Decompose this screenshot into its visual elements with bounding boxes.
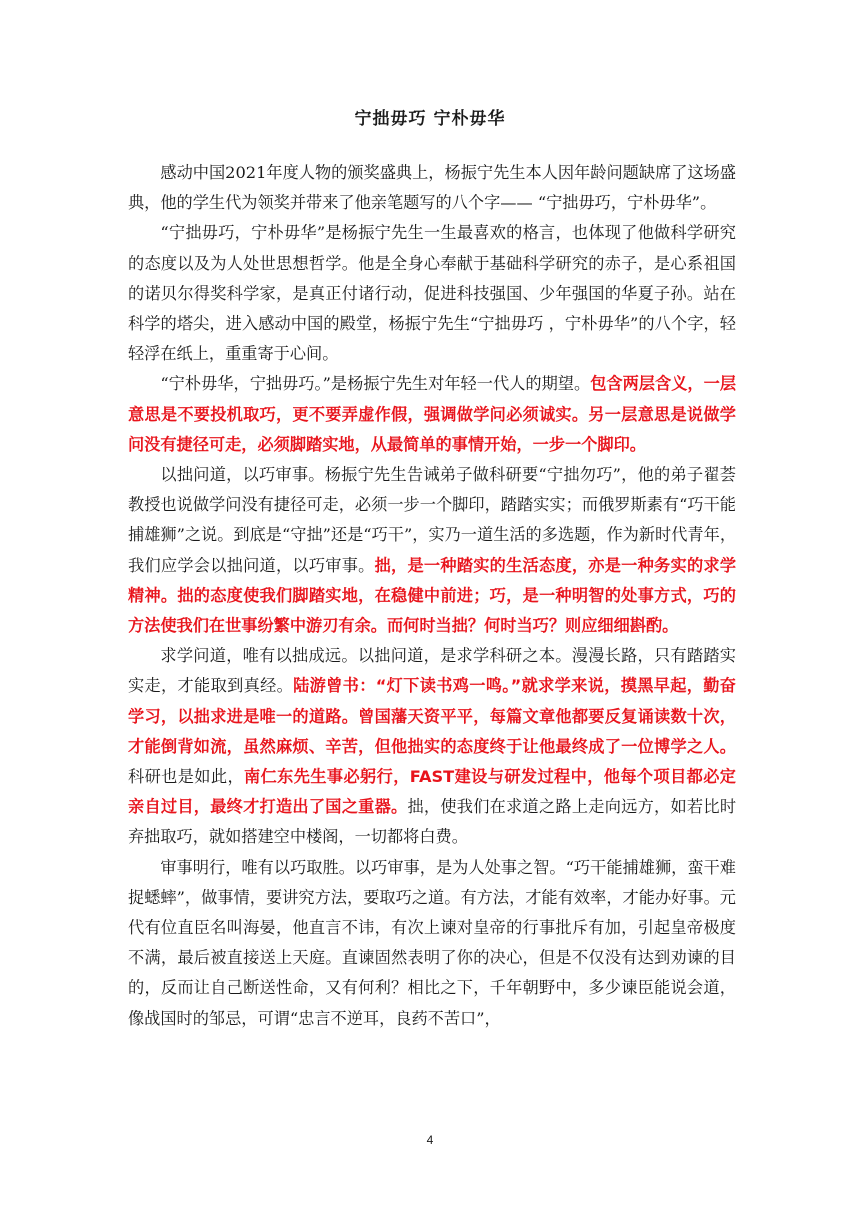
highlighted-text: 包含两层含义，一层意思是不要投机取巧，更不要弄虚作假，强调做学问必须诚实。另一层意思是说做学问没有捷径可走，必须脚踏实地，从最简单的事情开始，一步一个脚印。 (128, 374, 737, 454)
paragraph-text: 求学问道，唯有以拙成远。以拙问道，是求学科研之本。漫漫长路，只有踏踏实实走，才能取到真经。 (128, 646, 736, 696)
paragraph (128, 853, 736, 1034)
paragraph-text: “宁拙毋巧，宁朴毋华”是杨振宁先生一生最喜欢的格言，也体现了他做科学研究的态度以及为人处世思想哲学。他是全身心奉献于基础科学研究的赤子，是心系祖国的诺贝尔得奖科学家，是真正付诸行动，促进科技强国、少年强国的华夏子孙。站在科学的塔尖，进入感动中国的殿堂，杨振宁先生“宁拙毋巧 ，宁朴毋华”的八个字，轻轻浮在纸上，重重寄于心间。 (128, 223, 736, 364)
paragraph-text: 审事明行，唯有以巧取胜。以巧审事，是为人处事之智。“巧干能捕雄狮，蛮干难捉蟋蟀”，做事情，要讲究方法，要取巧之道。有方法，才能有效率，才能办好事。元代有位直臣名叫海晏，他直言不讳，有次上谏对皇帝的行事批斥有加，引起皇帝极度不满，最后被直接送上天庭。直谏固然表明了你的决心，但是不仅没有达到劝谏的目的，反而让自己断送性命，又有何利？相比之下，千年朝野中，多少谏臣能说会道，像战国时的邹忌，可谓“忠言不逆耳，良药不苦口”， (128, 857, 736, 1028)
highlighted-text: 南仁东先生事必躬行，FAST建设与研发过程中，他每个项目都必定亲自过目，最终才打造出了国之重器。 (128, 767, 736, 817)
paragraph (128, 460, 736, 641)
paragraph (128, 369, 736, 460)
page-title: 宁拙毋巧 宁朴毋华 (354, 109, 506, 129)
paragraph-text: 科研也是如此， (128, 767, 245, 787)
paragraph (128, 158, 736, 218)
paragraph-text: 感动中国2021年度人物的颁奖盛典上，杨振宁先生本人因年龄问题缺席了这场盛典，他的学生代为领奖并带来了他亲笔题写的八个字—— “宁拙毋巧，宁朴毋华”。 (128, 163, 736, 213)
paragraph-text: “宁朴毋华，宁拙毋巧。”是杨振宁先生对年轻一代人的期望。 (160, 374, 591, 394)
paragraph (128, 218, 736, 369)
body-text (128, 158, 736, 1034)
paragraph-text: 以拙问道，以巧审事。杨振宁先生告诫弟子做科研要“宁拙勿巧”，他的弟子翟荟教授也说做学问没有捷径可走，必须一步一个脚印，踏踏实实；而俄罗斯素有“巧干能捕雄狮”之说。到底是“守拙”还是“巧干”，实乃一道生活的多选题，作为新时代青年，我们应学会以拙问道，以巧审事。 (128, 465, 736, 575)
paragraph (128, 641, 736, 852)
highlighted-text: 陆游曾书：“灯下读书鸡一鸣。”就求学来说，摸黑早起，勤奋学习，以拙求进是唯一的道路。曾国藩天资平平，每篇文章他都要反复诵读数十次，才能倒背如流，虽然麻烦、辛苦，但他拙实的态度终于让他最终成了一位博学之人。 (128, 676, 736, 756)
highlighted-text: 拙，是一种踏实的生活态度，亦是一种务实的求学精神。拙的态度使我们脚踏实地，在稳健中前进；巧，是一种明智的处事方式，巧的方法使我们在世事纷繁中游刃有余。而何时当拙？何时当巧？则应细细斟酌。 (128, 555, 737, 636)
page-number: 4 (426, 1133, 434, 1147)
paragraph-text: 拙，使我们在求道之路上走向远方，如若比时弃拙取巧，就如搭建空中楼阁，一切都将白费。 (128, 797, 737, 847)
